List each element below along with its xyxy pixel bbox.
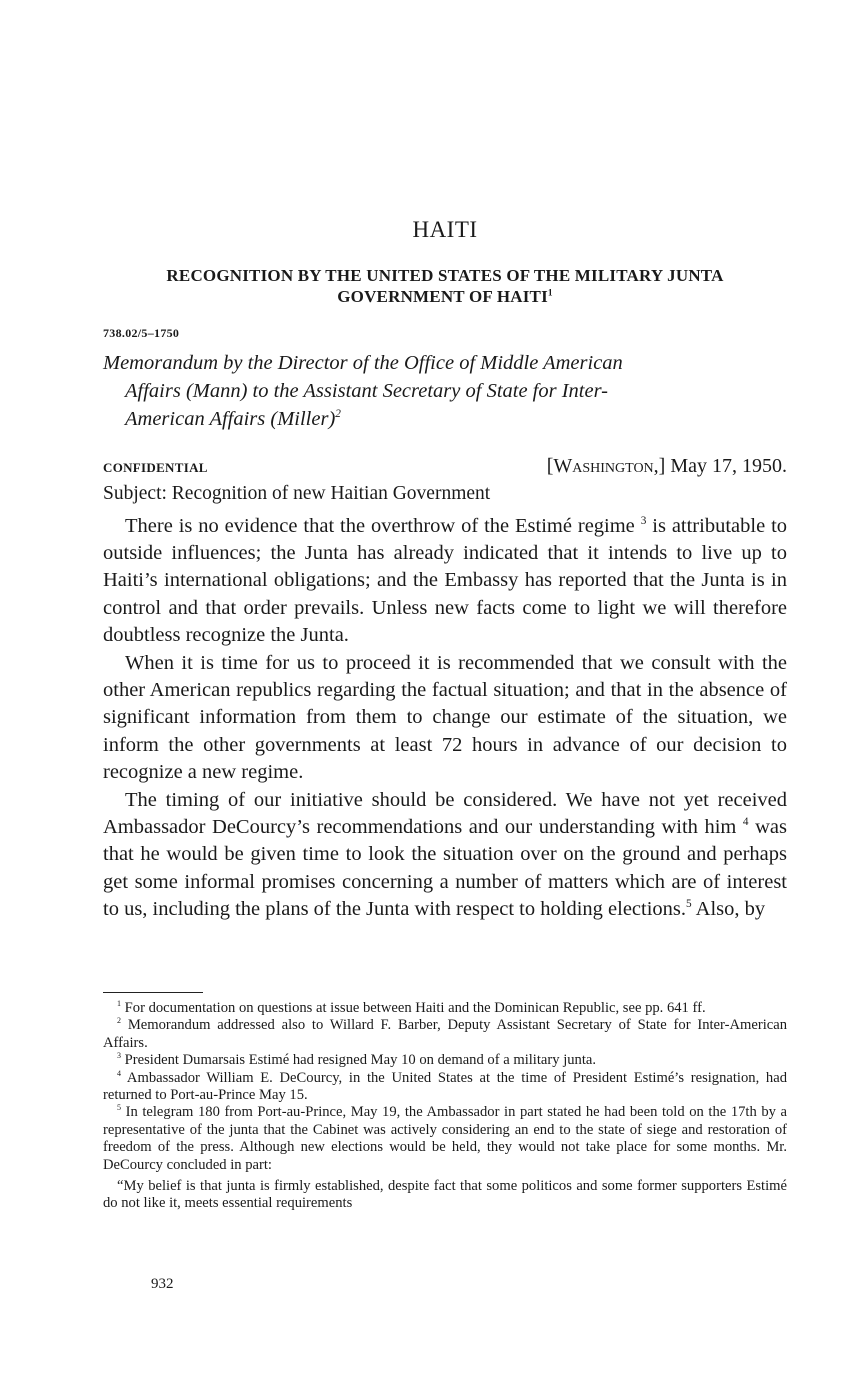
classification-label: CONFIDENTIAL bbox=[103, 460, 208, 475]
page-number: 932 bbox=[151, 1276, 174, 1292]
paragraph-1: There is no evidence that the overthrow of the Estimé regime $^3$ is attributable to outside influences; the Junta has already indicated that it intends to live up to Haiti’s international obligations; and the Embassy has reported that the Junta is in control and that order prevails. Unless new facts come to light we will therefore doubtless recognize the Junta. bbox=[103, 515, 788, 646]
dateline bbox=[103, 455, 787, 483]
footnote-ref-2: 2 bbox=[335, 408, 341, 421]
footnote: $^3$ President Dumarsais Estimé had resigned May 10 on demand of a military junta. bbox=[117, 1051, 597, 1069]
footnote-divider bbox=[103, 992, 203, 993]
subject-line: Subject: Recognition of new Haitian Government bbox=[103, 483, 491, 504]
memo-body bbox=[103, 513, 787, 923]
footnote: $^1$ For documentation on questions at issue between Haiti and the Dominican Republic, see pp. 641 ff. bbox=[117, 999, 706, 1016]
footnote-ref-3: 3 bbox=[640, 515, 647, 528]
paragraph-3: The timing of our initiative should be considered. We have not yet received Ambassador DeCourcy’s recommendations and our understanding with him $^4$ was that he would be given time to look the situation over on the ground and perhaps get some informal promises concerning a number of matters which are of interest to us, including the plans of the Junta with respect to holding elections.$^5$ Also, by bbox=[103, 789, 787, 920]
section-title bbox=[103, 265, 787, 307]
country-heading: HAITI bbox=[412, 217, 478, 242]
paragraph-2: When it is time for us to proceed it is recommended that we consult with the other American republics regarding the factual situation; and that in the absence of significant information from them to change our estimate of the situation, we inform the other governments at least 72 hours in advance of our decision to recognize a new regime. bbox=[103, 652, 787, 783]
file-number: 738.02/5–1750 bbox=[103, 326, 180, 340]
footnote: $^2$ Memorandum addressed also to Willard F. Barber, Deputy Assistant Secretary of State for Inter-American Affairs. bbox=[103, 1016, 787, 1051]
footnote-ref-4: 4 bbox=[742, 816, 749, 829]
document-title-line-2: Affairs (Mann) to the Assistant Secretary of State for Inter- bbox=[125, 380, 608, 402]
footnotes bbox=[103, 1000, 787, 1213]
place: [Washington,] bbox=[546, 455, 666, 477]
document-title-line-3: American Affairs (Miller)$^2$ bbox=[125, 408, 341, 430]
footnote-quote: “My belief is that junta is firmly established, despite fact that some politicos and some former supporters Estimé do not like it, meets essential requirements bbox=[103, 1178, 787, 1212]
document-title-line-1: Memorandum by the Director of the Office of Middle American bbox=[103, 352, 623, 374]
date: May 17, 1950. bbox=[670, 455, 787, 477]
footnote: $^4$ Ambassador William E. DeCourcy, in the United States at the time of President Estimé’s resignation, had returned to Port-au-Prince May 15. bbox=[103, 1068, 787, 1104]
footnote-ref-1: 1 bbox=[547, 288, 553, 299]
section-title-line-2: GOVERNMENT OF HAITI$^1$ bbox=[337, 287, 553, 306]
footnote-ref-5: 5 bbox=[686, 898, 692, 911]
place-and-date bbox=[547, 455, 787, 478]
document-title bbox=[103, 349, 787, 433]
footnote: $^5$ In telegram 180 from Port-au-Prince, May 19, the Ambassador in part stated he had been told on the 17th by a representative of the junta that the Cabinet was actively considering an end to the state of siege and restoration of freedom of the press. Although new elections would be held, they would not take place for some months. Mr. DeCourcy concluded in part: bbox=[103, 1103, 787, 1173]
section-title-line-1: RECOGNITION BY THE UNITED STATES OF THE MILITARY JUNTA bbox=[166, 266, 724, 285]
